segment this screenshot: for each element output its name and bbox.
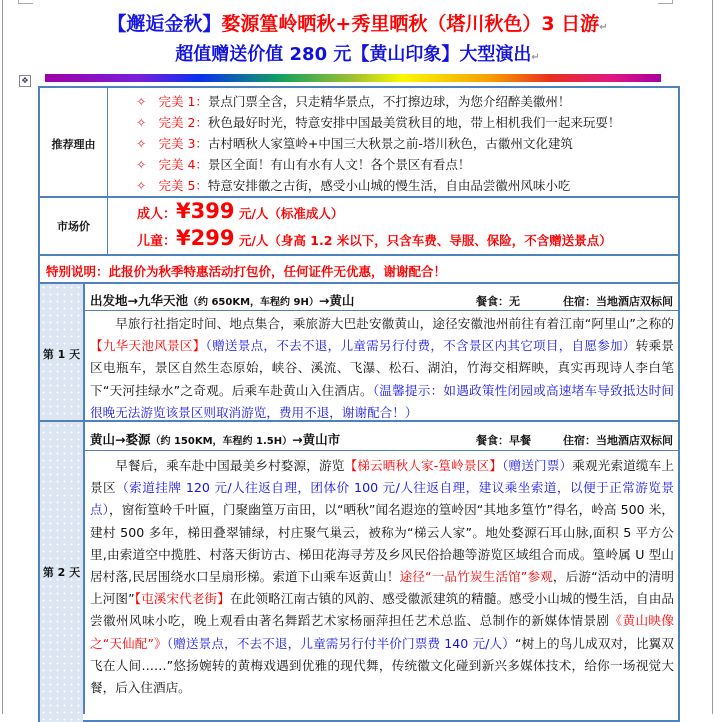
day-accommodation: 住宿：当地酒店双标间 [563,295,673,308]
special-note: 特别说明：此报价为秋季特惠活动打包价，任何证件无优惠，谢谢配合！ [46,264,447,279]
day-meal: 餐食：早餐 [476,434,531,447]
column-divider [83,284,85,714]
child-price: 儿童：¥299 元/人（身高 1.2 米以下，只含车费、导服、保险，不含赠送景点） [137,226,612,250]
diamond-bullet-icon: ✧ [136,157,147,172]
day-accommodation: 住宿：当地酒店双标间 [563,434,673,447]
diamond-bullet-icon: ✧ [136,94,147,109]
day-route: 黄山→婺源（约 150KM，车程约 1.5H）→黄山市 [90,432,341,447]
reason-item: ✧ 完美 4：景区全面！有山有水有人文！各个景区有看点！ [136,157,471,172]
page-margin-right [712,0,713,714]
title-prefix: 【邂逅金秋】 [107,13,222,35]
row-divider [84,450,679,451]
day-label: 第 1 天 [42,348,81,361]
diamond-bullet-icon: ✧ [136,178,147,193]
reason-item: ✧ 完美 1：景点门票全含，只走精华景点，不打擦边球，为您介绍醉美徽州！ [136,94,571,109]
table-move-handle-icon[interactable]: ✥ [19,75,31,87]
diamond-bullet-icon: ✧ [136,136,147,151]
adult-price: 成人：¥399 元/人（标准成人） [137,199,344,223]
rainbow-divider [45,74,661,82]
document-title: 【邂逅金秋】婺源篁岭晒秋+秀里晒秋（塔川秋色）3 日游↵ [107,13,608,35]
row-divider [38,254,680,256]
margin-corner-mark [658,0,673,4]
price-label: 市场价 [57,220,90,233]
reason-item: ✧ 完美 5：特意安排徽之古街，感受小山城的慢生活，自由品尝徽州风味小吃 [136,178,571,193]
day-meal: 餐食：无 [476,295,520,308]
row-divider [84,310,679,311]
row-divider [38,196,680,198]
page-margin-left [2,0,3,714]
day-route: 出发地→九华天池（约 650KM，车程约 9H）→黄山 [90,293,355,308]
margin-corner-mark [18,0,33,4]
diamond-bullet-icon: ✧ [136,115,147,130]
day-label: 第 2 天 [42,566,81,579]
day-description: 早旅行社指定时间、地点集合，乘旅游大巴赴安徽黄山，途径安徽池州前往有着江南“阿里山”之称的【九华天池风景区】（赠送景点，不去不退，儿童需另行付费，不含景区内其它项目，自愿参加）转乘景区电瓶车，景区自然生态原始，峡谷、溪流、飞瀑、松石、湖泊，竹海交相辉映，真实再现诗人李白笔下“天河挂绿水”之奇观。后乘车赴黄山入住酒店。（温馨提示：如遇政策性闭园或高速堵车导致抵达时间很晚无法游览该景区则取消游览，费用不退，谢谢配合！） [90,316,675,420]
reason-item: ✧ 完美 2：秋色最好时光，特意安排中国最美赏秋目的地，带上相机我们一起来玩耍！ [136,115,621,130]
day-description: 早餐后，乘车赴中国最美乡村婺源，游览【梯云晒秋人家-篁岭景区】（赠送门票）乘观光索道缆车上景区（索道挂牌 120 元/人往返自理，团体价 100 元/人往返自理，建议乘坐索道，以便于正常游览景点），窗衔篁岭千叶匾，门聚幽篁万亩田，以“晒秋”闻名遐迩的篁岭因“其地多篁竹”得名，岭高 500 米，建村 500 多年，梯田叠翠铺绿，村庄聚气巢云，被称为“梯云人家”。地处婺源石耳山脉,面积 5 平方公里,由索道空中揽胜、村落天街访古、梯田花海寻芳及乡风民俗拾趣等游览区域组合而成。篁岭属 U 型山居村落,民居围绕水口呈扇形梯。索道下山乘车返黄山！途径“一品竹炭生活馆”参观，后游“活动中的清明上河图”【屯溪宋代老街】在此领略江南古镇的风韵、感受徽派建筑的精髓。感受小山城的慢生活，自由品尝徽州风味小吃，晚上观看由著名舞蹈艺术家杨丽萍担任艺术总监、总制作的新媒体情景剧《黄山映像之“天仙配”》（赠送景点，不去不退，儿童需另行付半价门票费 140 元/人）“树上的鸟儿成双对，比翼双飞在人间……”悠扬婉转的黄梅戏遇到优雅的现代舞，传统徽文化碰到新兴多媒体技术，给你一场视觉大餐，后入住酒店。 [90,458,675,696]
reasons-label: 推荐理由 [51,138,96,151]
column-divider [107,87,108,255]
subtitle-text: 超值赠送价值 280 元【黄山印象】大型演出 [175,44,532,65]
document-subtitle: 超值赠送价值 280 元【黄山印象】大型演出↵ [175,44,540,65]
title-main: 婺源篁岭晒秋+秀里晒秋（塔川秋色）3 日游 [221,13,600,35]
reason-item: ✧ 完美 3：古村晒秋人家篁岭+中国三大秋景之前-塔川秋色，古徽州文化建筑 [136,136,573,151]
